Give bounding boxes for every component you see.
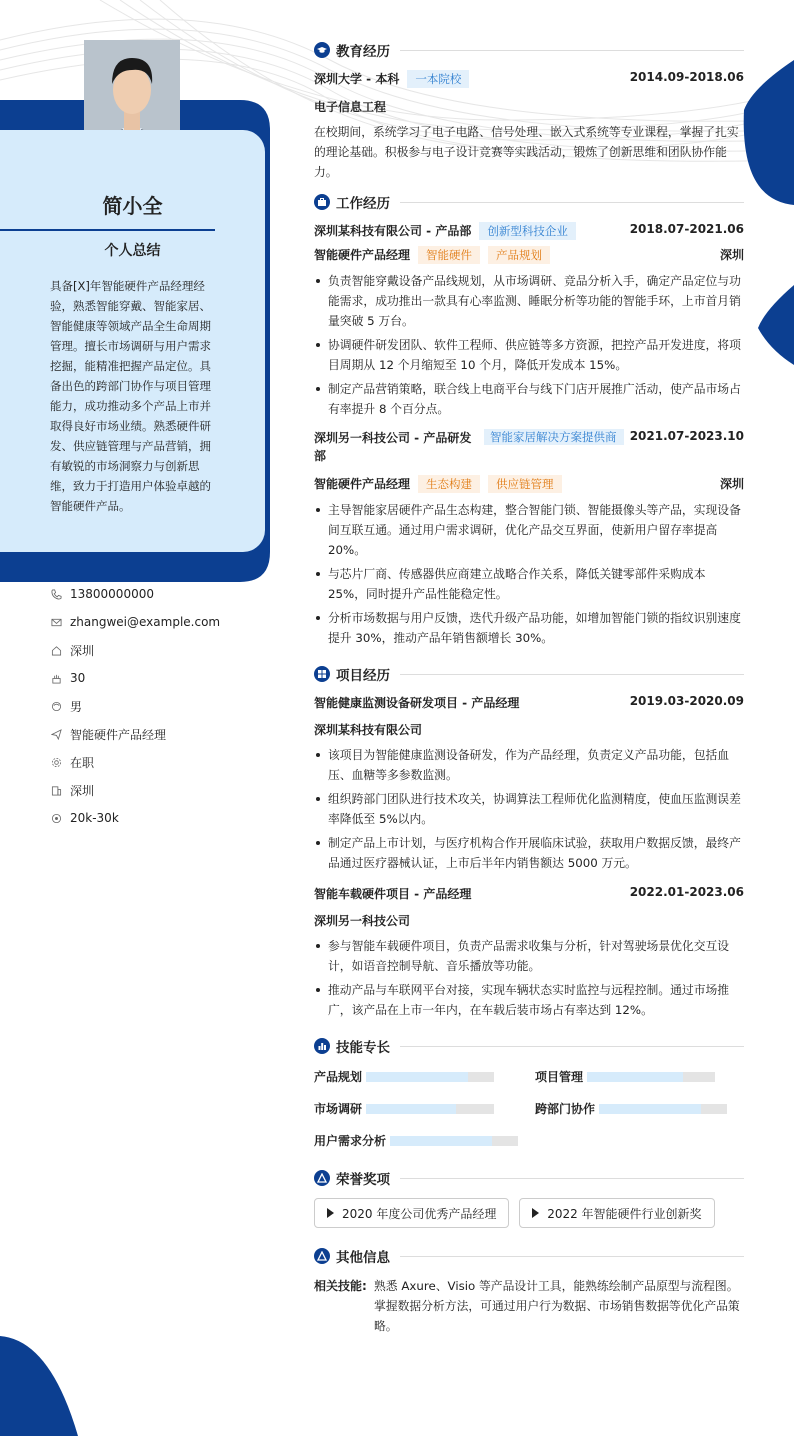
- contact-text: 男: [70, 699, 83, 714]
- work-item: [314, 222, 744, 419]
- contact-status: [50, 748, 270, 776]
- play-icon: [532, 1208, 539, 1218]
- contact-gender: [50, 692, 270, 720]
- summary-text: 具备[X]年智能硬件产品经理经验，熟悉智能穿戴、智能家居、智能健康等领域产品全生命周期管理。擅长市场调研与用户需求挖掘，能精准把握产品定位。具备出色的跨部门协作与项目管理能力，成功推动多个产品上市并取得良好市场业绩。熟悉硬件研发、供应链管理与产品营销，拥有敏锐的市场洞察力与创新思维，致力于打造用户体验卓越的智能硬件产品。: [50, 279, 211, 513]
- contact-salary: [50, 804, 270, 832]
- skill-name: 跨部门协作: [535, 1102, 596, 1116]
- award-text: 2022 年智能硬件行业创新奖: [547, 1206, 702, 1221]
- phone-icon: [50, 588, 62, 600]
- section-divider: [400, 202, 744, 203]
- skill-bar: [599, 1104, 727, 1114]
- section-education: [314, 38, 744, 62]
- contact-text: 30: [70, 671, 86, 685]
- section-projects: [314, 662, 744, 686]
- work-city: 深圳: [719, 477, 744, 491]
- skill-bar-fill: [366, 1072, 468, 1082]
- role: 智能硬件产品经理: [314, 248, 411, 262]
- contact-position: [50, 720, 270, 748]
- company-tag: 智能家居解决方案提供商: [484, 429, 624, 445]
- skill-name: 市场调研: [314, 1102, 363, 1116]
- summary-title: 个人总结: [104, 243, 161, 259]
- bullet-item: 组织跨部门团队进行技术攻关，协调算法工程师优化监测精度，使血压监测误差率降低至 5%以内。: [314, 789, 744, 829]
- contact-city: [50, 776, 270, 804]
- play-icon: [327, 1208, 334, 1218]
- skill-bar-fill: [390, 1136, 492, 1146]
- awards-list: [314, 1198, 744, 1228]
- grid-icon: [314, 666, 330, 682]
- gender-icon: [50, 700, 62, 712]
- project-date: 2019.03-2020.09: [629, 694, 744, 708]
- skill-item: [314, 1068, 494, 1085]
- contact-text: 深圳: [70, 643, 95, 658]
- section-divider: [400, 50, 744, 51]
- other-text: 熟悉 Axure、Visio 等产品设计工具，能熟练绘制产品原型与流程图。掌握数据分析方法，可通过用户行为数据、市场销售数据等优化产品策略。: [374, 1279, 740, 1333]
- bullet-item: 参与智能车载硬件项目，负责产品需求收集与分析，针对驾驶场景优化交互设计，如语音控制导航、音乐播放等功能。: [314, 936, 744, 976]
- role-tag: 智能硬件: [418, 246, 480, 264]
- section-skills: [314, 1034, 744, 1058]
- age-icon: [50, 672, 62, 684]
- briefcase-icon: [314, 194, 330, 210]
- section-title: 教育经历: [336, 44, 390, 60]
- contact-text: 深圳: [70, 783, 95, 798]
- skill-bar: [366, 1104, 494, 1114]
- bar-chart-icon: [314, 1038, 330, 1054]
- bullet-item: 推动产品与车联网平台对接，实现车辆状态实时监控与远程控制。通过市场推广，该产品在上市一年内，在车载后装市场占有率达到 12%。: [314, 980, 744, 1020]
- candidate-name: 简小全: [102, 194, 163, 218]
- contact-list: [50, 580, 270, 832]
- skill-item: [535, 1100, 727, 1117]
- company-tag: 创新型科技企业: [479, 222, 576, 240]
- building-icon: [50, 784, 62, 796]
- contact-email: [50, 608, 270, 636]
- graduation-cap-icon: [314, 42, 330, 58]
- education-description: 在校期间，系统学习了电子电路、信号处理、嵌入式系统等专业课程，掌握了扎实的理论基础。积极参与电子设计竞赛等实践活动，锻炼了创新思维和团队协作能力。: [314, 125, 739, 179]
- award-icon: [314, 1170, 330, 1186]
- contact-text: 在职: [70, 755, 95, 770]
- bullet-item: 主导智能家居硬件产品生态构建，整合智能门锁、智能摄像头等产品，实现设备间互联互通。通过用户需求调研，优化产品交互界面，使新用户留存率提高 20%。: [314, 500, 744, 560]
- work-date: 2021.07-2023.10: [629, 429, 744, 443]
- role-tag: 产品规划: [488, 246, 550, 264]
- project-name: 智能车载硬件项目 - 产品经理: [314, 887, 472, 901]
- info-icon: [314, 1248, 330, 1264]
- section-title: 工作经历: [336, 196, 390, 212]
- contact-text: 20k-30k: [70, 811, 119, 825]
- project-company: 深圳某科技有限公司: [314, 723, 423, 737]
- section-title: 技能专长: [336, 1040, 390, 1056]
- bullet-item: 制定产品营销策略，联合线上电商平台与线下门店开展推广活动，使产品市场占有率提升 8 个百分点。: [314, 379, 744, 419]
- contact-age: [50, 664, 270, 692]
- skill-bar: [390, 1136, 518, 1146]
- bullet-item: 与芯片厂商、传感器供应商建立战略合作关系，降低关键零部件采购成本 25%，同时提升产品性能稳定性。: [314, 564, 744, 604]
- education-date: 2014.09-2018.06: [629, 70, 744, 84]
- section-title: 荣誉奖项: [336, 1172, 390, 1188]
- award-item: [519, 1198, 714, 1228]
- contact-text: 智能硬件产品经理: [70, 727, 167, 742]
- bullet-item: 分析市场数据与用户反馈，迭代升级产品功能，如增加智能门锁的指纹识别速度提升 30%，推动产品年销售额增长 30%。: [314, 608, 744, 648]
- role-tag: 供应链管理: [488, 475, 562, 493]
- section-awards: [314, 1166, 744, 1190]
- skill-item: [535, 1068, 715, 1085]
- bullet-item: 制定产品上市计划，与医疗机构合作开展临床试验，获取用户数据反馈，最终产品通过医疗器械认证，上市后半年内销售额达 5000 万元。: [314, 833, 744, 873]
- salary-icon: [50, 812, 62, 824]
- contact-text: zhangwei@example.com: [70, 615, 221, 629]
- skill-item: [314, 1100, 494, 1117]
- mail-icon: [50, 616, 62, 628]
- work-item: [314, 429, 744, 648]
- skill-bar-fill: [599, 1104, 701, 1114]
- school-tag: 一本院校: [407, 70, 469, 88]
- skill-bar: [587, 1072, 715, 1082]
- section-divider: [400, 1178, 744, 1179]
- section-work: [314, 190, 744, 214]
- award-text: 2020 年度公司优秀产品经理: [342, 1206, 497, 1221]
- skill-bar: [366, 1072, 494, 1082]
- skill-bar-fill: [366, 1104, 456, 1114]
- company-name: 深圳另一科技公司 - 产品研发部: [314, 431, 472, 463]
- skill-bar-fill: [587, 1072, 683, 1082]
- project-item: [314, 694, 744, 873]
- contact-text: 13800000000: [70, 587, 154, 601]
- other-info: [314, 1276, 744, 1336]
- bullet-item: 该项目为智能健康监测设备研发，作为产品经理，负责定义产品功能，包括血压、血糖等多参数监测。: [314, 745, 744, 785]
- project-company: 深圳另一科技公司: [314, 914, 411, 928]
- skill-name: 项目管理: [535, 1070, 584, 1084]
- contact-phone: [50, 580, 270, 608]
- other-label: 相关技能:: [314, 1279, 367, 1293]
- role: 智能硬件产品经理: [314, 477, 411, 491]
- send-icon: [50, 728, 62, 740]
- school-name: 深圳大学 - 本科: [314, 72, 400, 86]
- section-divider: [400, 674, 744, 675]
- bullet-item: 负责智能穿戴设备产品线规划，从市场调研、竞品分析入手，确定产品定位与功能需求，成功推出一款具有心率监测、睡眠分析等功能的智能手环，上市首月销量突破 5 万台。: [314, 271, 744, 331]
- settings-icon: [50, 756, 62, 768]
- section-title: 项目经历: [336, 668, 390, 684]
- section-title: 其他信息: [336, 1250, 390, 1266]
- major: 电子信息工程: [314, 100, 387, 114]
- skills-grid: [314, 1066, 744, 1162]
- project-date: 2022.01-2023.06: [629, 885, 744, 899]
- section-other: [314, 1244, 744, 1268]
- name-divider: [0, 229, 215, 231]
- project-name: 智能健康监测设备研发项目 - 产品经理: [314, 696, 520, 710]
- skill-item: [314, 1132, 518, 1149]
- work-city: 深圳: [719, 248, 744, 262]
- work-date: 2018.07-2021.06: [629, 222, 744, 236]
- skill-name: 产品规划: [314, 1070, 363, 1084]
- company-name: 深圳某科技有限公司 - 产品部: [314, 224, 472, 238]
- role-tag: 生态构建: [418, 475, 480, 493]
- bullet-item: 协调硬件研发团队、软件工程师、供应链等多方资源，把控产品开发进度，将项目周期从 12 个月缩短至 10 个月，降低开发成本 15%。: [314, 335, 744, 375]
- skill-name: 用户需求分析: [314, 1134, 387, 1148]
- contact-location: [50, 636, 270, 664]
- award-item: [314, 1198, 509, 1228]
- section-divider: [400, 1256, 744, 1257]
- section-divider: [400, 1046, 744, 1047]
- project-item: [314, 885, 744, 1020]
- home-icon: [50, 644, 62, 656]
- main-content: [314, 38, 744, 1336]
